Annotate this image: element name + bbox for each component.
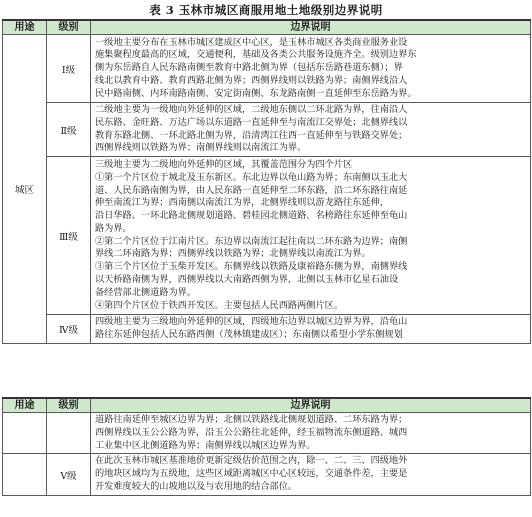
description-line: 道路往南延伸至城区边界为界；北侧以铁路线北侧规划道路、二环东路为界； bbox=[95, 414, 408, 425]
header-row bbox=[3, 20, 531, 35]
table-row-grade-4 bbox=[3, 315, 531, 344]
description-line: 民东路、金旺路、万达广场以东道路一直延伸至与南流江交界处；北侧界线以 bbox=[95, 116, 408, 128]
description-line: 西侧界线以玉公公路为界，沿玉公公路往北延伸，经玉福物流东侧道路、城西 bbox=[95, 426, 408, 438]
usage-cell-empty bbox=[3, 413, 47, 454]
description-line: 民中路南侧、内环南路南侧、安定街南侧、东龙路南侧一直延伸至东岳路为界。 bbox=[95, 87, 417, 99]
usage-cell-empty bbox=[3, 454, 47, 495]
grade-cell: Ⅱ级 bbox=[47, 103, 91, 157]
description-line: 工业集中区北侧道路为界；南侧界线以城区边界为界。 bbox=[95, 439, 316, 451]
grade-cell: Ⅳ级 bbox=[47, 315, 91, 344]
table-row-grade-1 bbox=[3, 35, 531, 103]
boundary-table-part2 bbox=[2, 397, 531, 496]
description-line: 伸至南流江为界；西南侧以南流江为界，北侧界线则以游龙路往东延伸， bbox=[95, 197, 389, 209]
description-cell bbox=[91, 413, 531, 454]
header-grade: 级别 bbox=[47, 398, 91, 413]
header-row bbox=[3, 398, 531, 413]
description-line: 界线二环南路为界；西侧界线以铁路为界；北侧界线以南流江为界。 bbox=[95, 248, 371, 260]
grade-cell: Ⅰ级 bbox=[47, 35, 91, 103]
grade-cell-empty bbox=[47, 413, 91, 454]
grade-cell: Ⅲ级 bbox=[47, 157, 91, 315]
grade-cell: Ⅴ级 bbox=[47, 454, 91, 495]
description-line: ④第四个片区位于铁西开发区。主要包括人民西路两侧片区。 bbox=[95, 299, 344, 311]
table-row-grade-2 bbox=[3, 103, 531, 157]
description-line: 三级地主要为二级地向外延伸的区域，其覆盖范围分为四个片区 bbox=[95, 158, 353, 170]
description-line: 以天桥路南侧为界，西侧界线以大南路西侧为界，北侧以玉林市亿星石油设 bbox=[95, 274, 399, 286]
header-description: 边界说明 bbox=[91, 398, 531, 413]
description-cell bbox=[91, 35, 531, 103]
description-line: 一级地主要分布在玉林市城区建成区中心区，是玉林市城区各类商业服务业设 bbox=[95, 36, 408, 48]
description-line: 四级地主要为三级地向外延伸的区域，四级地东边界以城区边界为界，沿龟山 bbox=[95, 316, 408, 328]
description-line: 备经营部北侧道路为界。 bbox=[95, 286, 197, 298]
description-line: 线北以教育中路、教育西路北侧为界；西侧界线则以铁路为界；南侧界线沿人 bbox=[95, 74, 408, 86]
description-line: 施集聚程度最高的区域，交通便利，基础及各类公共服务设施齐全。级别边界东 bbox=[95, 49, 417, 61]
description-line: 教育东路北侧、一环北路北侧为界，沿清湾江往西一直延伸至与铁路交界处； bbox=[95, 129, 408, 141]
description-line: 的地块区域均为五级地，这些区域距离城区中心区较远，交通条件差，主要是 bbox=[95, 468, 408, 480]
description-line: 西侧界线则以铁路为界；南侧界线则以南流江为界。 bbox=[95, 142, 307, 154]
table-row-grade-3 bbox=[3, 157, 531, 315]
description-line: ③第三个片区位于玉柴开发区。东侧界线以铁路及康裕路东侧为界，南侧界线 bbox=[95, 261, 408, 273]
description-line: 路往东延伸包括人民东路西侧（茂林镇建成区）；东南侧以希望小学东侧规划 bbox=[95, 328, 403, 340]
description-line: 二级地主要为一级地向外延伸的区域，二级地东侧以二环北路为界，往南沿人 bbox=[95, 104, 408, 115]
usage-cell: 城区 bbox=[3, 35, 47, 344]
description-line: 开发难度较大的山坡地以及与农用地的结合部位。 bbox=[95, 480, 298, 492]
header-usage: 用途 bbox=[3, 398, 47, 413]
header-description: 边界说明 bbox=[91, 20, 531, 35]
boundary-table-part1 bbox=[2, 19, 531, 344]
description-cell bbox=[91, 103, 531, 157]
description-cell bbox=[91, 454, 531, 495]
description-line: 侧为东岳路自人民东路南侧至教育中路北侧为界（包括东岳路巷道东侧）；界 bbox=[95, 62, 403, 74]
header-grade: 级别 bbox=[47, 20, 91, 35]
description-line: 道、人民东路南侧为界，由人民东路一直延伸至二环东路，沿二环东路往南延 bbox=[95, 184, 408, 196]
header-usage: 用途 bbox=[3, 20, 47, 35]
description-cell bbox=[91, 315, 531, 344]
description-line: ①第一个片区位于城北及玉东新区。东北边界以龟山路为界；东南侧以玉北大 bbox=[95, 171, 408, 183]
description-line: 在此次玉林市城区基准地价更新定级估价范围之内，除一、二、三、四级地外 bbox=[95, 455, 408, 467]
description-cell bbox=[91, 157, 531, 315]
description-line: 路为界。 bbox=[95, 222, 132, 234]
description-line: 沿日华路、一环北路北侧规划道路、碧桂园北侧道路、名榜路往东延伸至龟山 bbox=[95, 210, 408, 222]
table-title: 表 3 玉林市城区商服用地土地级别边界说明 bbox=[149, 3, 383, 17]
description-line: ②第二个片区位于江南片区。东边界以南流江起往南以二环东路为边界；南侧 bbox=[95, 235, 408, 247]
table-row-continuation bbox=[3, 413, 531, 454]
table-row-grade-5 bbox=[3, 454, 531, 495]
